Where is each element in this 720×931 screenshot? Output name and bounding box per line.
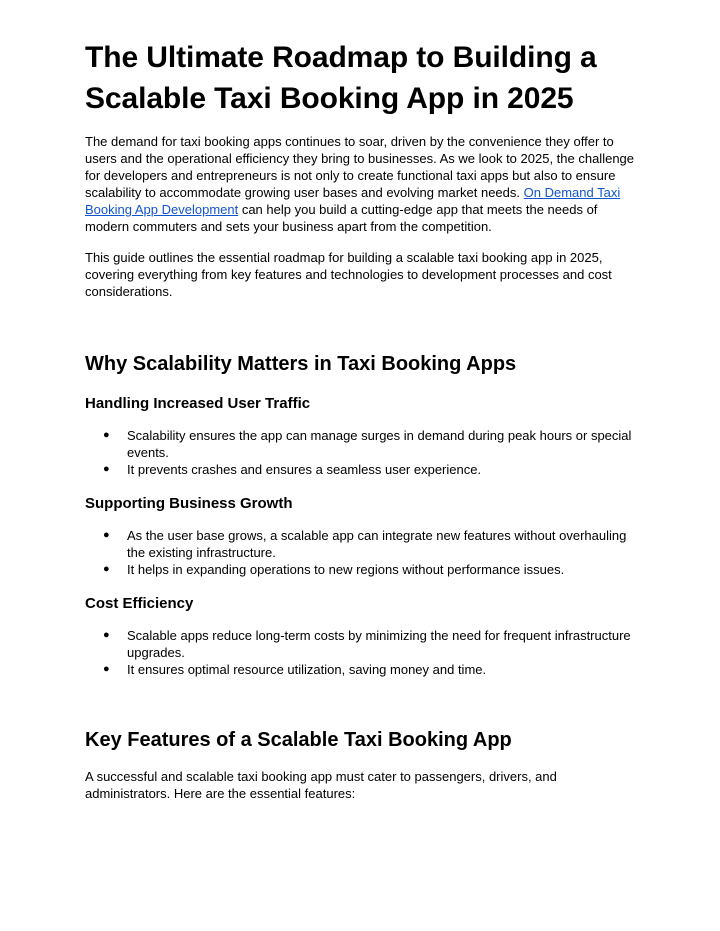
bullet-list-business-growth	[85, 527, 637, 578]
subsection-heading-user-traffic: Handling Increased User Traffic	[85, 395, 311, 412]
on-demand-taxi-link[interactable]: On Demand Taxi Booking App Development	[85, 185, 621, 217]
subsection-heading-business-growth: Supporting Business Growth	[85, 495, 293, 512]
bullet-icon: ●	[103, 663, 110, 675]
bullet-icon: ●	[103, 629, 110, 641]
list-item-text: As the user base grows, a scalable app can integrate new features without overhauling the existing infrastructure.	[127, 528, 627, 560]
bullet-icon: ●	[103, 463, 110, 475]
list-item	[85, 461, 637, 478]
bullet-icon: ●	[103, 563, 110, 575]
bullet-icon: ●	[103, 529, 110, 541]
list-item	[85, 661, 637, 678]
list-item-text: It prevents crashes and ensures a seamless user experience.	[127, 462, 482, 477]
section-heading-scalability: Why Scalability Matters in Taxi Booking Apps	[85, 353, 517, 375]
list-item-text: Scalability ensures the app can manage surges in demand during peak hours or special events.	[127, 428, 632, 460]
bullet-list-user-traffic	[85, 427, 637, 478]
page-title: The Ultimate Roadmap to Building a Scalable Taxi Booking App in 2025	[85, 41, 597, 115]
bullet-list-cost-efficiency	[85, 627, 637, 678]
list-item	[85, 427, 637, 461]
list-item-text: It ensures optimal resource utilization, saving money and time.	[127, 662, 487, 677]
subsection-heading-cost-efficiency: Cost Efficiency	[85, 595, 194, 612]
list-item	[85, 527, 637, 561]
bullet-icon: ●	[103, 429, 110, 441]
list-item-text: It helps in expanding operations to new regions without performance issues.	[127, 562, 565, 577]
list-item	[85, 627, 637, 661]
intro-paragraph-2: This guide outlines the essential roadmap for building a scalable taxi booking app in 2025, covering everything from key features and technologies to development processes and cost considerations.	[85, 250, 612, 299]
section-heading-key-features: Key Features of a Scalable Taxi Booking App	[85, 729, 512, 751]
intro-paragraph-1	[85, 133, 637, 235]
intro-text-before-link: The demand for taxi booking apps continues to soar, driven by the convenience they offer to users and the operational efficiency they bring to businesses. As we look to 2025, the challenge for developers and entrepreneurs is not only to create functional taxi apps but also to ensure scalability to accommodate growing user bases and evolving market needs.	[85, 134, 635, 200]
document-page	[85, 37, 637, 816]
intro-text-after-link: can help you build a cutting-edge app that meets the needs of modern commuters and sets your business apart from the competition.	[85, 202, 598, 234]
list-item	[85, 561, 637, 578]
key-features-paragraph: A successful and scalable taxi booking app must cater to passengers, drivers, and administrators. Here are the essential features:	[85, 769, 557, 801]
list-item-text: Scalable apps reduce long-term costs by minimizing the need for frequent infrastructure upgrades.	[127, 628, 631, 660]
